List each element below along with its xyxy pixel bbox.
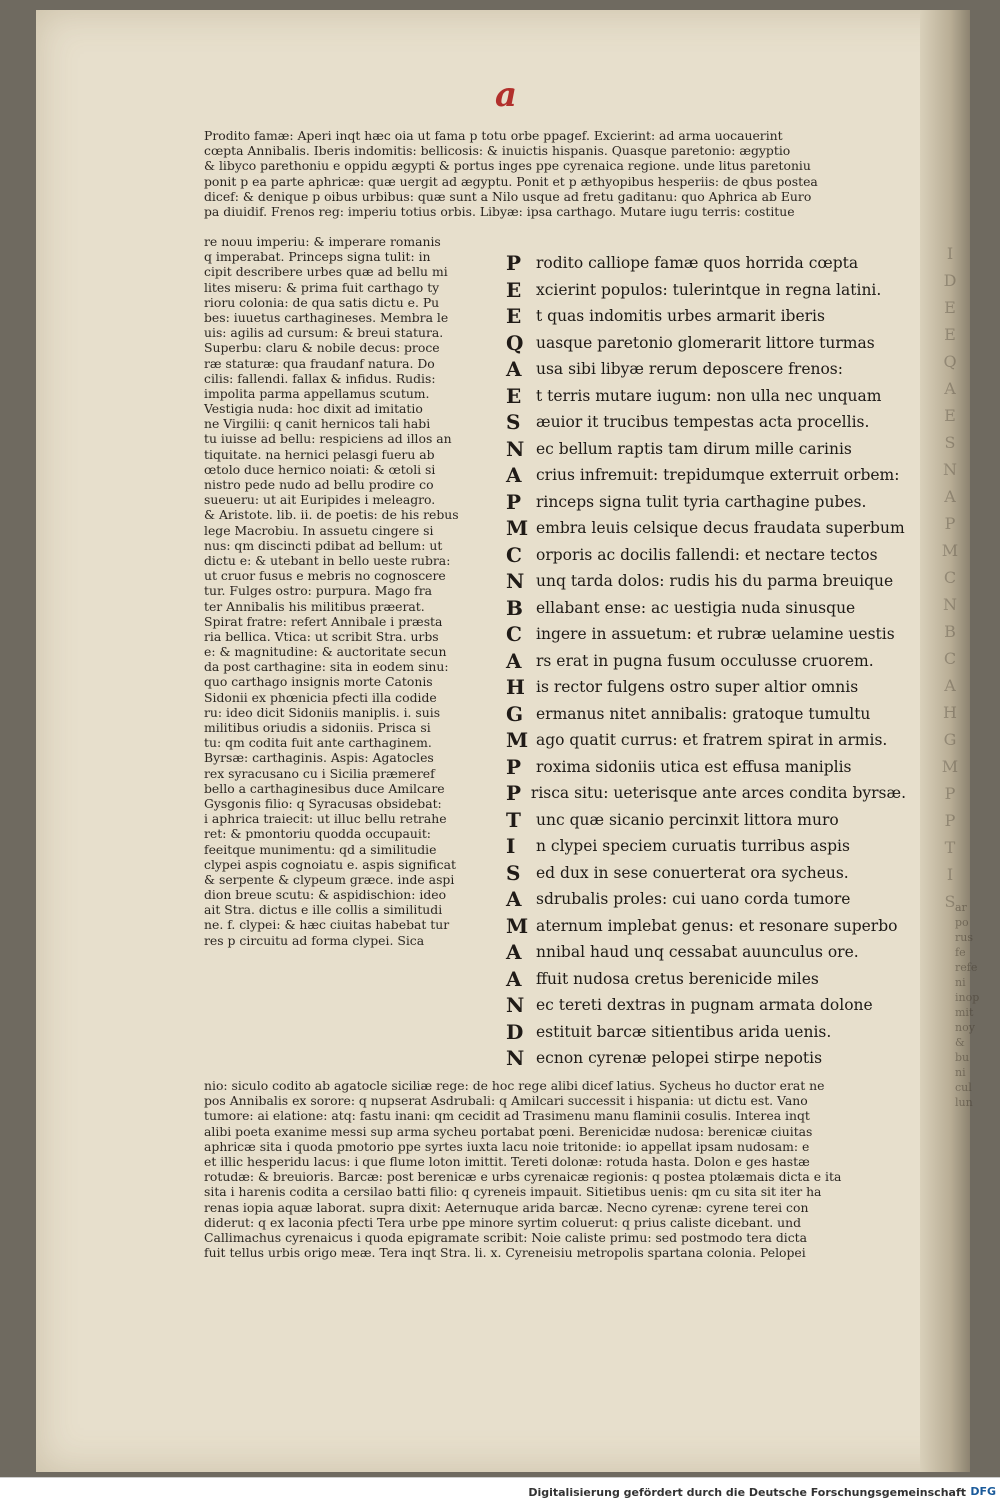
verse-line: [506, 436, 906, 463]
gloss-left-line: militibus oriudis a sidoniis. Prisca si: [204, 720, 431, 735]
gloss-bottom-line: et illic hesperidu lacus: i que flume loton imittit. Tereti dolonæ: rotuda hasta. Dolon e ges hastæ: [204, 1153, 810, 1169]
verse-text: crius infremuit: trepidumque exterruit orbem:: [536, 466, 900, 485]
gloss-bottom-line: alibi poeta exanime messi sup arma sycheu portabat pœni. Berenicidæ nudosa: berenicæ ciuitas: [204, 1123, 813, 1139]
gloss-left-line: e: & magnitudine: & auctoritate secun: [204, 644, 447, 660]
verse-initial: C: [506, 622, 522, 647]
verse-text: ed dux in sese conuerterat ora sycheus.: [536, 863, 849, 882]
gloss-top-line: Prodito famæ: Aperi inqt hæc oia ut fama p totu orbe ppagef. Excierint: ad arma uocauerint: [204, 128, 783, 143]
verse-line: [506, 992, 906, 1019]
verse-initial: A: [506, 887, 522, 912]
verse-line: [506, 833, 906, 860]
verse-line: [506, 356, 906, 383]
verse-initial: A: [506, 940, 522, 965]
verse-initial: A: [506, 357, 522, 382]
verse-initial: G: [506, 701, 524, 726]
verse-initial: P: [506, 489, 522, 514]
verse-line: [506, 886, 906, 913]
facing-page-margin: ar po rus fe refe ni inop mit noy & bu ni cul lun: [955, 901, 980, 1109]
gloss-top-line: pa diuidif. Frenos reg: imperiu totius orbis. Libyæ: ipsa carthago. Mutare iugu terris: costitue: [204, 203, 795, 219]
verse-text: uasque paretonio glomerarit littore turmas: [536, 333, 875, 352]
gloss-left-line: ne. f. clypei: & hæc ciuitas habebat tur: [204, 917, 450, 933]
verse-line: [506, 489, 906, 516]
verse-line: [506, 277, 906, 304]
commentary-top: [204, 128, 904, 219]
verse-text: usa sibi libyæ rerum deposcere frenos:: [536, 360, 843, 379]
verse-text: aternum implebat genus: et resonare superbo: [536, 916, 898, 935]
gloss-top-line: & libyco parethoniu e oppidu ægypti & portus inges ppe cyrenaica regione. unde litus paretoniu: [204, 158, 811, 174]
gloss-left-line: tiquitate. na hernici pelasgi fueru ab: [204, 446, 435, 462]
gloss-left-line: Superbu: claru & nobile decus: proce: [204, 340, 440, 356]
verse-line: [506, 542, 906, 569]
gloss-left-line: Sidonii ex phœnicia pfecti illa codide: [204, 689, 437, 705]
verse-initial: P: [506, 754, 522, 779]
verse-initial: E: [506, 383, 522, 408]
verse-text: is rector fulgens ostro super altior omnis: [536, 678, 859, 697]
verse-initial: M: [506, 913, 529, 938]
verse-text: orporis ac docilis fallendi: et nectare tectos: [536, 545, 878, 564]
verse-initial: I: [506, 834, 516, 859]
gloss-top-line: cœpta Annibalis. Iberis indomitis: bellicosis: & inuictis hispanis. Quasque paretonio: ægyptio: [204, 143, 791, 159]
verse-line: [506, 409, 906, 436]
verse-text: roxima sidoniis utica est effusa maniplis: [536, 757, 852, 776]
verse-initial: A: [506, 966, 522, 991]
verse-initial: E: [506, 304, 522, 329]
gloss-left-line: bello a carthaginesibus duce Amilcare: [204, 780, 445, 796]
gloss-left-line: Vestigia nuda: hoc dixit ad imitatio: [204, 401, 423, 417]
gloss-bottom-line: rotudæ: & breuioris. Barcæ: post berenicæ e urbs cyrenaicæ regionis: q postea ptolæmais dicta e ita: [204, 1169, 842, 1185]
verse-text: embra leuis celsique decus fraudata superbum: [536, 519, 905, 538]
verse-initial: B: [506, 595, 523, 620]
gloss-bottom-line: tumore: ai elatione: atq: fastu inani: qm cecidit ad Trasimenu manu flaminii cosulis. Interea inqt: [204, 1108, 810, 1124]
gloss-left-line: dictu e: & utebant in bello ueste rubra:: [204, 552, 451, 568]
gloss-bottom-line: renas iopia aquæ laborat. supra dixit: Aeternuque arida barcæ. Necno cyrenæ: cyrene terei con: [204, 1199, 809, 1215]
verse-initial: Q: [506, 330, 524, 355]
verse-text: ecnon cyrenæ pelopei stirpe nepotis: [536, 1049, 823, 1068]
gloss-left-line: lites miseru: & prima fuit carthago ty: [204, 279, 440, 295]
gloss-left-line: ter Annibalis his militibus præerat.: [204, 598, 425, 614]
verse-line: [506, 913, 906, 940]
verse-text: ellabant ense: ac uestigia nuda sinusque: [536, 598, 856, 617]
gloss-left-line: tu iuisse ad bellu: respiciens ad illos an: [204, 431, 452, 447]
gloss-bottom-line: pos Annibalis ex sorore: q nupserat Asdrubali: q Amilcari successit i hispania: ut dictu est. Vano: [204, 1093, 808, 1109]
verse-initial: P: [506, 251, 522, 276]
verse-text: ingere in assuetum: et rubræ uelamine uestis: [536, 625, 895, 644]
gloss-left-line: ria bellica. Vtica: ut scribit Stra. urbs: [204, 628, 439, 644]
verse-line: [506, 701, 906, 728]
verse-line: [506, 1045, 906, 1072]
facing-page-bleed-through: I D E E Q A E S N A P M C N B C A H G M P P T I S: [941, 244, 959, 911]
gloss-left-line: feeitque munimentu: qd a similitudie: [204, 841, 437, 857]
gloss-left-line: cilis: fallendi. fallax & infidus. Rudis:: [204, 370, 436, 386]
gloss-left-line: ne Virgilii: q canit hernicos tali habi: [204, 416, 431, 432]
verse-line: [506, 250, 906, 277]
gloss-left-line: bes: iuuetus carthagineses. Membra le: [204, 309, 449, 325]
gloss-left-line: i aphrica traiecit: ut illuc bellu retrahe: [204, 811, 447, 827]
gloss-left-line: œtolo duce hernico noiati: & œtoli si: [204, 461, 436, 477]
gloss-left-line: dion breue scutu: & aspidischion: ideo: [204, 887, 447, 903]
verse-line: [506, 303, 906, 330]
verse-text: sdrubalis proles: cui uano corda tumore: [536, 890, 851, 909]
folio-signature: a: [495, 75, 518, 115]
verse-line: [506, 727, 906, 754]
verse-initial: P: [506, 781, 522, 806]
gloss-left-line: ait Stra. dictus e ille collis a similitudi: [204, 902, 443, 918]
dfg-logo-icon: DFG: [970, 1485, 996, 1498]
gloss-top-line: ponit p ea parte aphricæ: quæ uergit ad ægyptu. Ponit et p æthyopibus hesperiis: de qbus postea: [204, 173, 818, 189]
verse-text: ec bellum raptis tam dirum mille carinis: [536, 439, 852, 458]
verse-initial: H: [506, 675, 525, 700]
verse-text: ec tereti dextras in pugnam armata dolone: [536, 996, 873, 1015]
gloss-left-line: Gysgonis filio: q Syracusas obsidebat:: [204, 795, 442, 811]
verse-line: [506, 939, 906, 966]
gloss-left-line: Spirat fratre: refert Annibale i præsta: [204, 613, 443, 629]
gloss-left-line: tur. Fulges ostro: purpura. Mago fra: [204, 583, 433, 599]
verse-initial: M: [506, 516, 529, 541]
verse-text: æuior it trucibus tempestas acta procellis.: [536, 413, 870, 432]
gloss-left-line: q imperabat. Princeps signa tulit: in: [204, 249, 431, 265]
verse-initial: N: [506, 993, 525, 1018]
verse-text: estituit barcæ sitientibus arida uenis.: [536, 1022, 832, 1041]
verse-initial: M: [506, 728, 529, 753]
footer-credit: Digitalisierung gefördert durch die Deutsche Forschungsgemeinschaft: [528, 1486, 966, 1499]
verse-line: [506, 595, 906, 622]
verse-line: [506, 648, 906, 675]
verse-initial: E: [506, 277, 522, 302]
digitization-footer: [0, 1477, 1000, 1507]
verse-text: rs erat in pugna fusum occulusse cruorem.: [536, 651, 874, 670]
verse-text: ago quatit currus: et fratrem spirat in armis.: [536, 731, 888, 750]
verse-line: [506, 621, 906, 648]
verse-line: [506, 1019, 906, 1046]
verse-text: risca situ: ueterisque ante arces condita byrsæ.: [530, 784, 906, 803]
verse-line: [506, 330, 906, 357]
verse-line: [506, 780, 906, 807]
verse-line: [506, 807, 906, 834]
verse-initial: S: [506, 410, 521, 435]
verse-text: t terris mutare iugum: non ulla nec unquam: [536, 386, 882, 405]
verse-line: [506, 462, 906, 489]
gloss-bottom-line: diderut: q ex laconia pfecti Tera urbe ppe minore syrtim coluerut: q prius caliste dicebant. und: [204, 1214, 802, 1230]
gloss-left-line: & Aristote. lib. ii. de poetis: de his rebus: [204, 507, 459, 523]
verse-line: [506, 754, 906, 781]
commentary-bottom: [204, 1078, 904, 1260]
gloss-left-line: tu: qm codita fuit ante carthaginem.: [204, 735, 432, 751]
verse-initial: N: [506, 436, 525, 461]
gloss-left-line: ru: ideo dicit Sidoniis maniplis. i. suis: [204, 704, 441, 720]
verse-text: rodito calliope famæ quos horrida cœpta: [536, 254, 859, 273]
verse-initial: T: [506, 807, 521, 832]
gloss-left-line: da post carthagine: sita in eodem sinu:: [204, 659, 449, 675]
gloss-left-line: ret: & pmontoriu quodda occupauit:: [204, 826, 431, 842]
verse-line: [506, 568, 906, 595]
verse-line: [506, 966, 906, 993]
verse-line: [506, 383, 906, 410]
verse-text: nnibal haud unq cessabat auunculus ore.: [536, 943, 859, 962]
verse-text: t quas indomitis urbes armarit iberis: [536, 307, 825, 326]
verse-text: unc quæ sicanio percinxit littora muro: [536, 810, 839, 829]
gloss-left-line: Byrsæ: carthaginis. Aspis: Agatocles: [204, 750, 434, 766]
verse-initial: N: [506, 1046, 525, 1071]
gloss-left-line: quo carthago insignis morte Catonis: [204, 674, 433, 690]
verse-line: [506, 515, 906, 542]
verse-text: ffuit nudosa cretus berenicide miles: [536, 969, 819, 988]
gloss-left-line: uis: agilis ad cursum: & breui statura.: [204, 325, 444, 341]
verse-text: xcierint populos: tulerintque in regna latini.: [536, 280, 882, 299]
gloss-bottom-line: fuit tellus urbis origo meæ. Tera inqt Stra. li. x. Cyreneisiu metropolis spartana colonia. Pelopei: [204, 1245, 806, 1261]
gloss-left-line: nus: qm discincti pdibat ad bellum: ut: [204, 537, 443, 553]
verse-initial: D: [506, 1019, 524, 1044]
gloss-top-line: dicef: & denique p oibus urbibus: quæ sunt a Nilo usque ad fretu gaditanu: quo Aphrica ab Euro: [204, 188, 812, 204]
verse-text: ermanus nitet annibalis: gratoque tumultu: [536, 704, 871, 723]
commentary-left: [204, 234, 486, 948]
verse-initial: A: [506, 463, 522, 488]
gloss-left-line: nistro pede nudo ad bellu prodire co: [204, 477, 434, 492]
verse-line: [506, 674, 906, 701]
gloss-left-line: lege Macrobiu. In assuetu cingere si: [204, 522, 434, 538]
verse-initial: A: [506, 648, 522, 673]
gloss-left-line: re nouu imperiu: & imperare romanis: [204, 234, 441, 249]
verse-text: rinceps signa tulit tyria carthagine pubes.: [536, 492, 867, 511]
verse-initial: N: [506, 569, 525, 594]
verse-line: [506, 860, 906, 887]
gloss-bottom-line: sita i harenis codita a cersilao batti filio: q cyreneis impauit. Sitietibus uenis: qm cu sita sit iter ha: [204, 1184, 822, 1200]
poem-verse-list: [506, 250, 906, 1072]
gloss-bottom-line: aphricæ sita i quoda pmotorio ppe syrtes iuxta lacu noie tritonide: io appellat ipsam nudosam: e: [204, 1138, 810, 1154]
gloss-left-line: ut cruor fusus e mebris no cognoscere: [204, 568, 446, 584]
gloss-left-line: cipit describere urbes quæ ad bellu mi: [204, 264, 448, 280]
verse-text: n clypei speciem curuatis turribus aspis: [536, 837, 850, 856]
verse-initial: C: [506, 542, 522, 567]
gloss-left-line: ræ staturæ: qua fraudanf natura. Do: [204, 355, 435, 371]
gloss-left-line: rex syracusano cu i Sicilia præmeref: [204, 765, 435, 781]
gloss-left-line: impolita parma appellamus scutum.: [204, 385, 430, 401]
gloss-left-line: sueueru: ut ait Euripides i meleagro.: [204, 492, 436, 508]
gloss-left-line: clypei aspis cognoiatu e. aspis significat: [204, 856, 456, 872]
gloss-bottom-line: Callimachus cyrenaicus i quoda epigramate scribit: Noie caliste primu: sed postmodo tera dicta: [204, 1229, 808, 1245]
verse-text: unq tarda dolos: rudis his du parma breuique: [536, 572, 894, 591]
verse-initial: S: [506, 860, 521, 885]
gloss-left-line: & serpente & clypeum græce. inde aspi: [204, 871, 455, 887]
gloss-left-line: rioru colonia: de qua satis dictu e. Pu: [204, 294, 440, 310]
gloss-bottom-line: nio: siculo codito ab agatocle siciliæ rege: de hoc rege alibi dicef latius. Sycheus ho ductor erat ne: [204, 1078, 825, 1093]
gloss-left-line: res p circuitu ad forma clypei. Sica: [204, 932, 425, 948]
